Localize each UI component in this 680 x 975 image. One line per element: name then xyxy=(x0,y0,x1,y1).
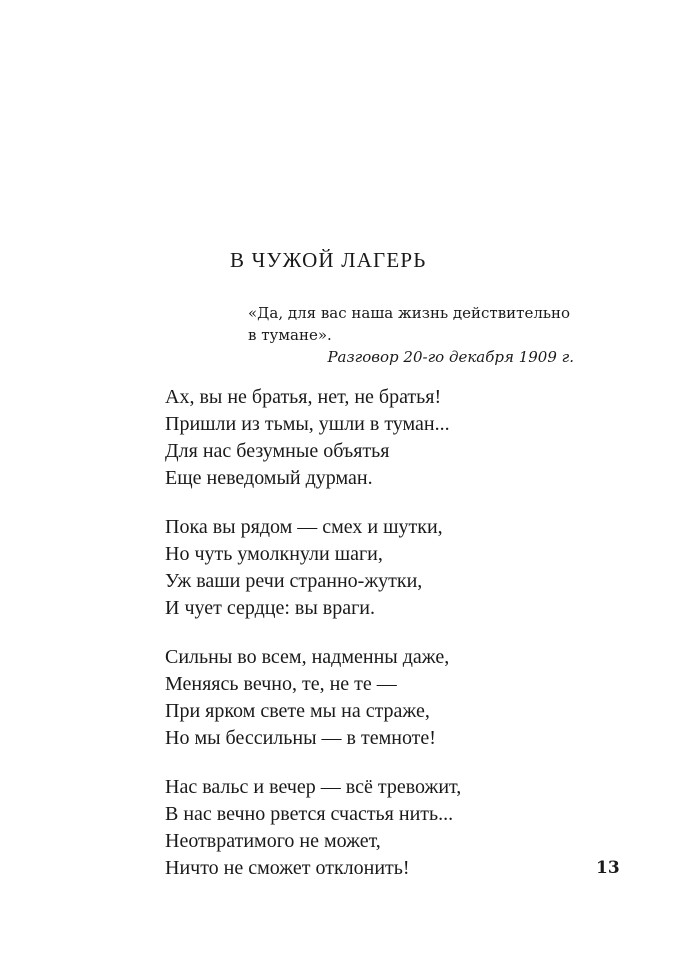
verse-line: Пришли из тьмы, ушли в туман... xyxy=(165,413,450,435)
verse-line: Пока вы рядом — смех и шутки, xyxy=(165,516,443,538)
epigraph-source: Разговор 20-го декабря 1909 г. xyxy=(327,348,574,366)
verse-line: Нас вальс и вечер — всё тревожит, xyxy=(165,776,462,798)
poem-body xyxy=(165,384,585,904)
stanza xyxy=(165,644,585,752)
verse-line: Неотвратимого не может, xyxy=(165,830,381,852)
verse-line: Уж ваши речи странно-жутки, xyxy=(165,570,423,592)
verse-line: При ярком свете мы на страже, xyxy=(165,700,430,722)
epigraph xyxy=(248,302,588,368)
verse-line: Для нас безумные объятья xyxy=(165,440,390,462)
epigraph-line: в тумане». xyxy=(248,326,332,344)
stanza xyxy=(165,774,585,882)
verse-line: Ничто не сможет отклонить! xyxy=(165,857,410,879)
verse-line: Меняясь вечно, те, не те — xyxy=(165,673,397,695)
verse-line: Еще неведомый дурман. xyxy=(165,467,373,489)
verse-line: И чует сердце: вы враги. xyxy=(165,597,376,619)
poem-title: В ЧУЖОЙ ЛАГЕРЬ xyxy=(230,248,427,272)
verse-line: Ах, вы не братья, нет, не братья! xyxy=(165,386,442,408)
epigraph-line: «Да, для вас наша жизнь действительно xyxy=(248,304,571,322)
stanza xyxy=(165,384,585,492)
stanza xyxy=(165,514,585,622)
page-number: 13 xyxy=(596,858,620,878)
verse-line: В нас вечно рвется счастья нить... xyxy=(165,803,454,825)
verse-line: Сильны во всем, надменны даже, xyxy=(165,646,450,668)
verse-line: Но мы бессильны — в темноте! xyxy=(165,727,436,749)
verse-line: Но чуть умолкнули шаги, xyxy=(165,543,383,565)
